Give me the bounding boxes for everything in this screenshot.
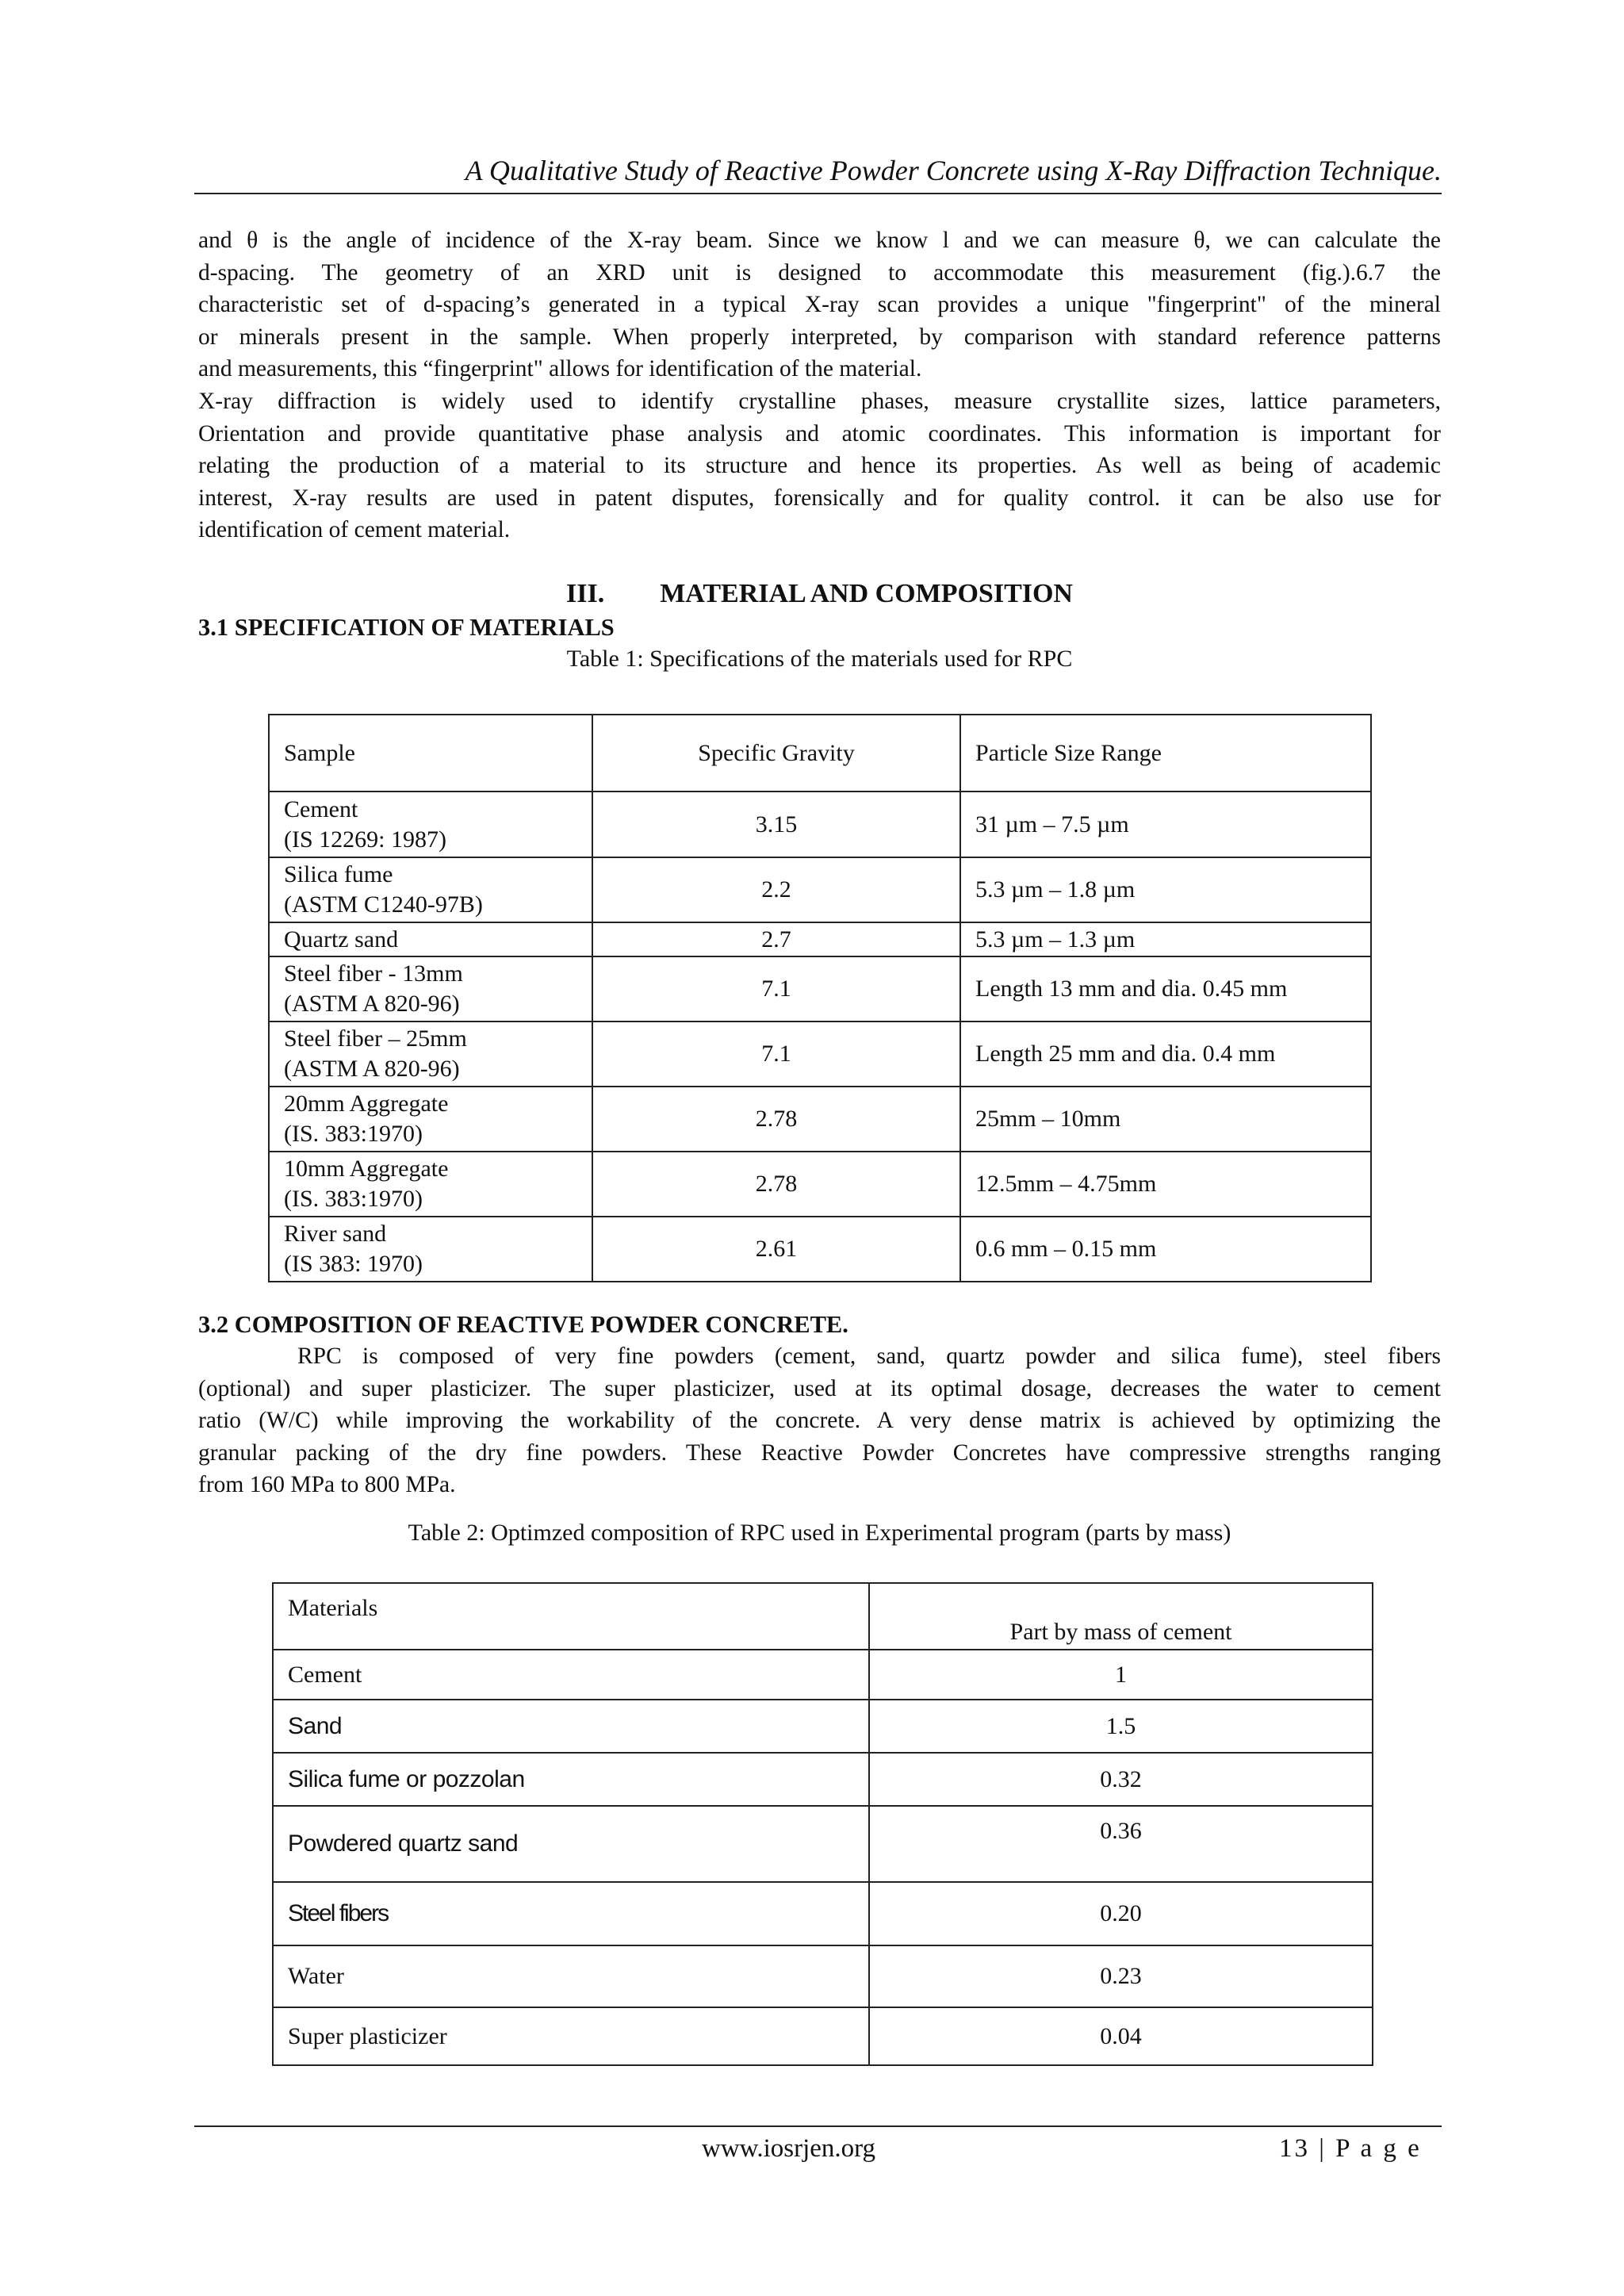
gravity-cell: 2.2 [592,857,960,922]
sample-name: Silica fume [284,861,393,887]
material-cell: Powdered quartz sand [273,1806,869,1882]
sample-standard: (ASTM C1240-97B) [284,891,483,918]
footer-page-number: 13 | P a g e [1279,2134,1422,2163]
table-row [273,1882,1373,1945]
sample-cell [269,956,592,1022]
size-cell: 25mm – 10mm [960,1087,1371,1152]
sample-name: 20mm Aggregate [284,1091,449,1117]
table-row [269,857,1371,922]
value-cell: 0.04 [869,2007,1373,2065]
size-cell: 31 µm – 7.5 µm [960,792,1371,857]
table2-caption: Table 2: Optimzed composition of RPC used in Experimental program (parts by mass) [408,1520,1231,1546]
table-row [273,1945,1373,2007]
text-line: and θ is the angle of incidence of the X-ray beam. Since we know l and we can measure θ, we can calculate the [198,228,1441,253]
value-cell: 1 [869,1650,1373,1700]
footer-rule [194,2125,1442,2127]
intro-paragraph-1 [198,224,1441,385]
value-cell: 0.32 [869,1753,1373,1806]
table-header-cell: Sample [269,715,592,792]
text-line: Orientation and provide quantitative phase analysis and atomic coordinates. This information is important for [198,420,1441,447]
value-cell: 0.20 [869,1882,1373,1945]
table-row [273,1753,1373,1806]
text-line: ratio (W/C) while improving the workability of the concrete. A very dense matrix is achieved by optimizing the [198,1408,1441,1434]
table-header-row [269,715,1371,792]
table-row [273,1806,1373,1882]
table-row [273,1700,1373,1753]
table-row [273,2007,1373,2065]
text-line: RPC is composed of very fine powders (cement, sand, quartz powder and silica fume), steel fibers [297,1343,1441,1369]
table-row [269,1022,1371,1087]
table1-caption: Table 1: Specifications of the materials used for RPC [566,646,1073,672]
intro-paragraph-2 [198,385,1441,546]
table-row [269,956,1371,1022]
size-cell: Length 25 mm and dia. 0.4 mm [960,1022,1371,1087]
text-line: and measurements, this “fingerprint" allows for identification of the material. [198,356,922,382]
section-number: III. [566,579,605,608]
table-row [269,1152,1371,1217]
sample-cell [269,792,592,857]
sample-name: Quartz sand [284,926,399,953]
sample-standard: (IS 12269: 1987) [284,826,446,853]
gravity-cell: 7.1 [592,1022,960,1087]
sample-cell [269,857,592,922]
material-cell: Water [273,1945,869,2007]
gravity-cell: 2.78 [592,1152,960,1217]
table-header-cell: Materials [273,1583,869,1650]
text-line: (optional) and super plasticizer. The super plasticizer, used at its optimal dosage, decreases the water to cement [198,1375,1441,1401]
table-header-cell: Part by mass of cement [869,1583,1373,1650]
table-header-cell: Specific Gravity [592,715,960,792]
table-row [269,1087,1371,1152]
material-cell: Cement [273,1650,869,1700]
text-line: or minerals present in the sample. When properly interpreted, by comparison with standard reference patterns [198,324,1441,350]
sample-name: River sand [284,1221,387,1247]
value-cell: 0.23 [869,1945,1373,2007]
footer-website: www.iosrjen.org [702,2134,876,2163]
table-row [269,1217,1371,1282]
gravity-cell: 3.15 [592,792,960,857]
subsection-heading-3-1: 3.1 SPECIFICATION OF MATERIALS [198,614,615,641]
subsection-heading-3-2: 3.2 COMPOSITION OF REACTIVE POWDER CONCRETE. [198,1311,848,1338]
composition-paragraph [198,1340,1441,1501]
sample-cell [269,1022,592,1087]
gravity-cell: 2.78 [592,1087,960,1152]
sample-standard: (ASTM A 820-96) [284,1056,460,1082]
sample-standard: (IS. 383:1970) [284,1186,423,1212]
sample-cell [269,1152,592,1217]
size-cell: 5.3 µm – 1.8 µm [960,857,1371,922]
header-rule [194,193,1442,194]
sample-name: Steel fiber - 13mm [284,960,463,987]
gravity-cell: 2.7 [592,922,960,956]
material-cell: Steel fibers [273,1882,869,1945]
sample-name: Cement [284,795,358,822]
text-line: relating the production of a material to its structure and hence its properties. As well as being of academic [198,453,1441,479]
table-row [269,922,1371,956]
text-line: d-spacing. The geometry of an XRD unit is designed to accommodate this measurement (fig.).6.7 the [198,259,1441,286]
text-line: characteristic set of d-spacing’s generated in a typical X-ray scan provides a unique "fingerprint" of the mineral [198,292,1441,318]
sample-cell [269,1087,592,1152]
text-line: X-ray diffraction is widely used to identify crystalline phases, measure crystallite sizes, lattice parameters, [198,389,1441,414]
text-line: from 160 MPa to 800 MPa. [198,1472,456,1498]
text-line: identification of cement material. [198,517,511,543]
text-line: interest, X-ray results are used in patent disputes, forensically and for quality control. it can be also use for [198,485,1441,511]
size-cell: 5.3 µm – 1.3 µm [960,922,1371,956]
sample-cell [269,1217,592,1282]
material-cell: Super plasticizer [273,2007,869,2065]
value-cell: 1.5 [869,1700,1373,1753]
material-cell: Sand [273,1700,869,1753]
size-cell: 12.5mm – 4.75mm [960,1152,1371,1217]
text-line: granular packing of the dry fine powders. These Reactive Powder Concretes have compressive strengths ranging [198,1439,1441,1466]
composition-table [272,1582,1373,2066]
sample-name: Steel fiber – 25mm [284,1025,467,1052]
gravity-cell: 7.1 [592,956,960,1022]
sample-standard: (ASTM A 820-96) [284,991,460,1017]
table-row [269,792,1371,857]
section-title: MATERIAL AND COMPOSITION [660,579,1073,608]
section-heading [198,577,1441,611]
table-header-cell: Particle Size Range [960,715,1371,792]
value-cell: 0.36 [869,1806,1373,1882]
sample-cell [269,922,592,956]
size-cell: Length 13 mm and dia. 0.45 mm [960,956,1371,1022]
sample-standard: (IS. 383:1970) [284,1121,423,1147]
table-row [273,1650,1373,1700]
size-cell: 0.6 mm – 0.15 mm [960,1217,1371,1282]
table-header-row [273,1583,1373,1650]
sample-name: 10mm Aggregate [284,1156,449,1182]
sample-standard: (IS 383: 1970) [284,1251,423,1277]
specifications-table [268,714,1372,1282]
running-header-title: A Qualitative Study of Reactive Powder Concrete using X-Ray Diffraction Technique. [465,155,1442,186]
material-cell: Silica fume or pozzolan [273,1753,869,1806]
gravity-cell: 2.61 [592,1217,960,1282]
